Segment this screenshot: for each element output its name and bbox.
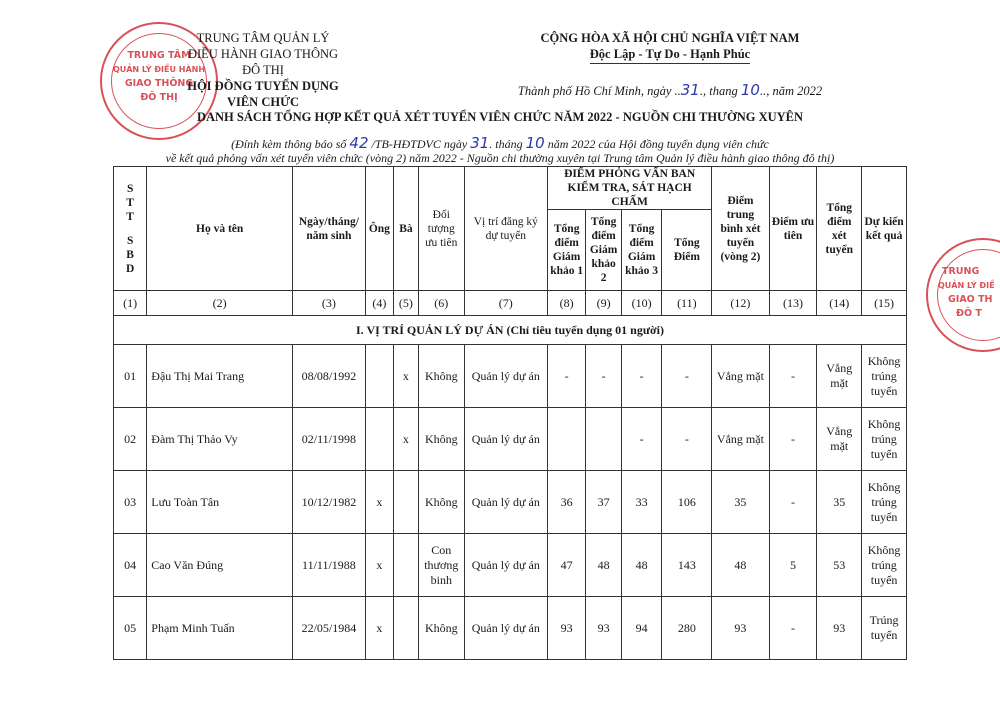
row-position: Quản lý dự án: [464, 534, 547, 597]
document-date: [510, 81, 830, 99]
row-position: Quản lý dự án: [464, 345, 547, 408]
document-subtitle-line2: về kết quả phỏng vấn xét tuyển viên chức (vòng 2) năm 2022 - Nguồn chi thường xuyên tại Trung tâm Quản lý điều hành giao thông đô thị): [165, 151, 835, 165]
header-male: Ông: [365, 167, 393, 291]
stamp-line: GIAO THÔNG: [124, 78, 194, 89]
header-interview-group: ĐIỂM PHỎNG VẤN BAN KIỂM TRA, SÁT HẠCH CHẤM: [547, 167, 711, 210]
row-total: -: [662, 345, 712, 408]
row-result: Trúng tuyển: [862, 597, 907, 660]
row-result: Không trúng tuyển: [862, 408, 907, 471]
row-male: [365, 345, 393, 408]
header-dob: Ngày/tháng/ năm sinh: [292, 167, 365, 291]
header-sbd: S B D: [125, 234, 135, 275]
column-number: (8): [547, 291, 586, 316]
row-examiner-3: 48: [621, 534, 662, 597]
row-priority-object: Không: [418, 471, 464, 534]
column-number: (6): [418, 291, 464, 316]
document-subtitle: [0, 134, 1000, 152]
official-stamp-right: [926, 238, 1000, 352]
row-stt: 02: [114, 408, 147, 471]
row-name: Đàm Thị Thảo Vy: [147, 408, 293, 471]
column-number: (10): [621, 291, 662, 316]
row-bonus: 5: [769, 534, 817, 597]
header-position: Vị trí đăng ký dự tuyển: [464, 167, 547, 291]
row-examiner-1: -: [547, 345, 586, 408]
row-position: Quản lý dự án: [464, 408, 547, 471]
row-examiner-3: -: [621, 408, 662, 471]
notice-day: 31: [470, 134, 490, 152]
nation-name: CỘNG HÒA XÃ HỘI CHỦ NGHĨA VIỆT NAM: [540, 31, 800, 45]
org-line: ĐIỀU HÀNH GIAO THÔNG ĐÔ THỊ: [187, 47, 339, 77]
row-name: Cao Văn Đúng: [147, 534, 293, 597]
table-body: [114, 345, 907, 660]
row-name: Lưu Toàn Tân: [147, 471, 293, 534]
column-number: (1): [114, 291, 147, 316]
row-total: 280: [662, 597, 712, 660]
row-examiner-3: 94: [621, 597, 662, 660]
row-priority-object: Con thương binh: [418, 534, 464, 597]
table-row: [114, 471, 907, 534]
stamp-line: GIAO TH: [948, 294, 993, 305]
header-row: [114, 167, 907, 210]
row-female: [393, 534, 418, 597]
date-day: 31: [680, 81, 700, 99]
column-number: (12): [712, 291, 769, 316]
row-priority-object: Không: [418, 408, 464, 471]
row-female: [393, 471, 418, 534]
row-average: Vắng mặt: [712, 345, 769, 408]
row-dob: 02/11/1998: [292, 408, 365, 471]
row-male: x: [365, 597, 393, 660]
org-line: TRUNG TÂM QUẢN LÝ: [196, 31, 330, 45]
header-final: Tổng điểm xét tuyển: [817, 167, 862, 291]
row-examiner-1: [547, 408, 586, 471]
column-number-row: [114, 291, 907, 316]
section-label: I. VỊ TRÍ QUẢN LÝ DỰ ÁN: [355, 322, 504, 337]
stamp-line: ĐÔ T: [956, 308, 982, 319]
row-female: x: [393, 408, 418, 471]
section-row: [114, 316, 907, 345]
row-average: 93: [712, 597, 769, 660]
org-line: HỘI ĐỒNG TUYỂN DỤNG VIÊN CHỨC: [187, 79, 339, 109]
column-number: (9): [586, 291, 621, 316]
table-row: [114, 597, 907, 660]
header-examiner-3: Tổng điểm Giám khảo 3: [621, 210, 662, 291]
stamp-line: QUẢN LÝ ĐIỀU HÀNH: [112, 65, 206, 74]
stamp-line: TRUNG TÂM: [127, 50, 191, 61]
row-examiner-2: 48: [586, 534, 621, 597]
national-motto: [510, 30, 830, 64]
row-name: Phạm Minh Tuấn: [147, 597, 293, 660]
document-title: DANH SÁCH TỔNG HỢP KẾT QUẢ XÉT TUYỂN VIÊN CHỨC NĂM 2022 - NGUỒN CHI THƯỜNG XUYÊN: [196, 110, 804, 124]
column-number: (15): [862, 291, 907, 316]
header-total: Tổng Điểm: [662, 210, 712, 291]
row-male: x: [365, 471, 393, 534]
row-final: 53: [817, 534, 862, 597]
row-result: Không trúng tuyển: [862, 345, 907, 408]
table-row: [114, 534, 907, 597]
results-table: [113, 166, 907, 660]
row-dob: 10/12/1982: [292, 471, 365, 534]
row-priority-object: Không: [418, 345, 464, 408]
notice-number: 42: [349, 134, 369, 152]
row-position: Quản lý dự án: [464, 471, 547, 534]
row-average: 48: [712, 534, 769, 597]
column-number: (3): [292, 291, 365, 316]
row-total: 106: [662, 471, 712, 534]
date-text: ., thang: [699, 84, 741, 98]
row-dob: 22/05/1984: [292, 597, 365, 660]
row-stt: 04: [114, 534, 147, 597]
row-examiner-1: 93: [547, 597, 586, 660]
header-priority-object: Đối tượng ưu tiên: [418, 167, 464, 291]
subtitle-text: (Đính kèm thông báo số: [231, 137, 350, 151]
header-stt: S T T: [126, 182, 134, 223]
row-examiner-3: -: [621, 345, 662, 408]
section-note: (Chỉ tiêu tuyển dụng 01 người): [503, 322, 664, 337]
row-priority-object: Không: [418, 597, 464, 660]
row-female: [393, 597, 418, 660]
row-bonus: -: [769, 408, 817, 471]
header-name: Họ và tên: [147, 167, 293, 291]
subtitle-text: năm 2022 của Hội đồng tuyển dụng viên chức: [544, 137, 769, 151]
row-examiner-1: 36: [547, 471, 586, 534]
issuing-organization: [178, 30, 348, 110]
date-month: 10: [740, 81, 760, 99]
row-examiner-2: 93: [586, 597, 621, 660]
row-male: [365, 408, 393, 471]
row-final: Vắng mặt: [817, 345, 862, 408]
row-name: Đậu Thị Mai Trang: [147, 345, 293, 408]
row-result: Không trúng tuyển: [862, 471, 907, 534]
stamp-line: TRUNG: [942, 266, 980, 277]
row-examiner-1: 47: [547, 534, 586, 597]
row-female: x: [393, 345, 418, 408]
row-result: Không trúng tuyển: [862, 534, 907, 597]
header-examiner-2: Tổng điểm Giám khảo 2: [586, 210, 621, 291]
header-bonus: Điểm ưu tiên: [769, 167, 817, 291]
row-stt: 05: [114, 597, 147, 660]
column-number: (11): [662, 291, 712, 316]
column-number: (5): [393, 291, 418, 316]
date-text: .., năm 2022: [759, 84, 823, 98]
row-examiner-2: [586, 408, 621, 471]
stamp-line: ĐÔ THỊ: [140, 92, 178, 103]
column-number: (4): [365, 291, 393, 316]
column-number: (2): [147, 291, 293, 316]
subtitle-text: . tháng: [489, 137, 526, 151]
row-male: x: [365, 534, 393, 597]
header-average: Điểm trung bình xét tuyển (vòng 2): [712, 167, 769, 291]
stamp-line: QUẢN LÝ ĐIỀ: [938, 281, 995, 290]
notice-month: 10: [525, 134, 545, 152]
header-female: Bà: [393, 167, 418, 291]
column-number: (14): [817, 291, 862, 316]
subtitle-text: /TB-HĐTDVC ngày: [368, 137, 471, 151]
column-number: (13): [769, 291, 817, 316]
row-bonus: -: [769, 471, 817, 534]
row-final: 35: [817, 471, 862, 534]
table-row: [114, 345, 907, 408]
table-row: [114, 408, 907, 471]
row-bonus: -: [769, 597, 817, 660]
row-average: Vắng mặt: [712, 408, 769, 471]
row-examiner-2: -: [586, 345, 621, 408]
section-header: [114, 316, 907, 345]
date-text: Thành phố Hồ Chí Minh, ngày ..: [517, 84, 681, 98]
header-examiner-1: Tổng điểm Giám khảo 1: [547, 210, 586, 291]
row-final: Vắng mặt: [817, 408, 862, 471]
motto: Độc Lập - Tự Do - Hạnh Phúc: [590, 46, 750, 64]
header-result: Dự kiến kết quả: [862, 167, 907, 291]
row-examiner-2: 37: [586, 471, 621, 534]
row-stt: 01: [114, 345, 147, 408]
row-total: -: [662, 408, 712, 471]
row-examiner-3: 33: [621, 471, 662, 534]
row-bonus: -: [769, 345, 817, 408]
row-average: 35: [712, 471, 769, 534]
row-dob: 11/11/1988: [292, 534, 365, 597]
row-dob: 08/08/1992: [292, 345, 365, 408]
row-position: Quản lý dự án: [464, 597, 547, 660]
row-stt: 03: [114, 471, 147, 534]
header-stt-sbd: [114, 167, 147, 291]
column-number: (7): [464, 291, 547, 316]
row-final: 93: [817, 597, 862, 660]
row-total: 143: [662, 534, 712, 597]
